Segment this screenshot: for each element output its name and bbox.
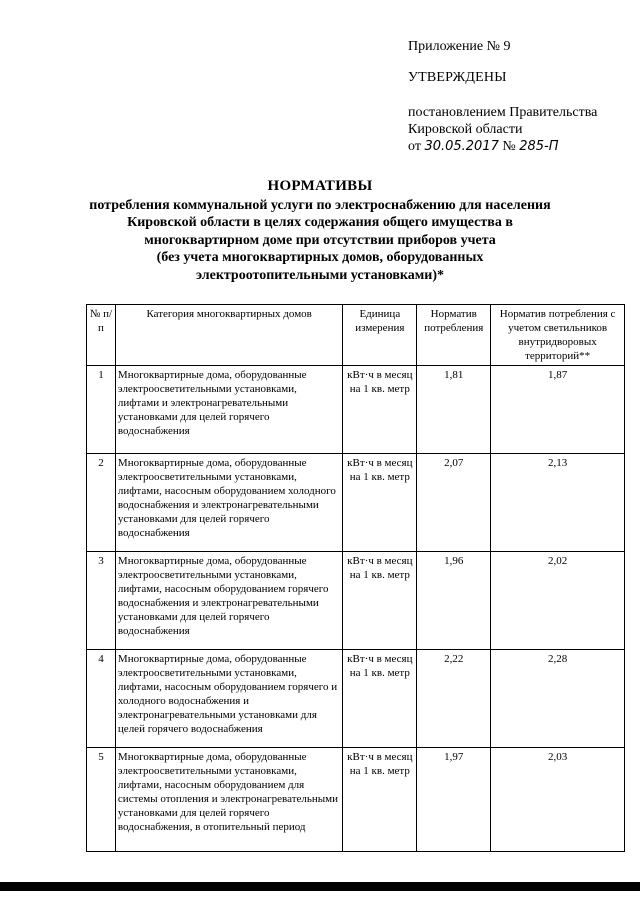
- row-category: Многоквартирные дома, оборудованные электроосветительными установками, лифтами, насосным оборудованием для системы отопления и электронагревательными установками для целей горячего водоснабжения, в отопительный период: [115, 748, 342, 852]
- appendix-number: Приложение № 9: [408, 39, 511, 54]
- row-norm: 1,81: [417, 366, 491, 454]
- row-unit: кВт·ч в месяц на 1 кв. метр: [343, 650, 417, 748]
- title-line-1: потребления коммунальной услуги по электроснабжению для населения: [89, 197, 551, 213]
- row-num: 5: [87, 748, 116, 852]
- decree-line-2: Кировской области: [408, 122, 523, 137]
- row-norm: 1,97: [417, 748, 491, 852]
- row-norm-lights: 2,28: [491, 650, 625, 748]
- row-category: Многоквартирные дома, оборудованные электроосветительными установками, лифтами, насосным оборудованием горячего и холодного водоснабжения и электронагревательными установками для целей горячего водоснабжения: [115, 650, 342, 748]
- row-category: Многоквартирные дома, оборудованные электроосветительными установками, лифтами и электронагревательными установками для целей горячего водоснабжения: [115, 366, 342, 454]
- title-line-5: электроотопительными установками)*: [195, 267, 445, 283]
- header-norm: Норматив потребления: [417, 305, 491, 366]
- table-row: [87, 366, 625, 454]
- row-unit: кВт·ч в месяц на 1 кв. метр: [343, 454, 417, 552]
- row-category: Многоквартирные дома, оборудованные электроосветительными установками, лифтами, насосным оборудованием холодного водоснабжения и электронагревательными установками для целей горячего водоснабжения: [115, 454, 342, 552]
- decree-line-1: постановлением Правительства: [408, 105, 598, 120]
- table-row: [87, 552, 625, 650]
- row-norm: 1,96: [417, 552, 491, 650]
- row-unit: кВт·ч в месяц на 1 кв. метр: [343, 366, 417, 454]
- row-unit: кВт·ч в месяц на 1 кв. метр: [343, 552, 417, 650]
- decree-number: 285-П: [519, 139, 559, 154]
- row-category: Многоквартирные дома, оборудованные электроосветительными установками, лифтами, насосным оборудованием горячего водоснабжения и электронагревательными установками для целей горячего водоснабжения: [115, 552, 342, 650]
- table-header-row: [87, 305, 625, 366]
- row-norm: 2,22: [417, 650, 491, 748]
- approval-block: [408, 38, 633, 155]
- row-norm-lights: 2,02: [491, 552, 625, 650]
- decree-from-label: от: [408, 139, 421, 154]
- header-num: № п/п: [87, 305, 116, 366]
- row-num: 3: [87, 552, 116, 650]
- header-unit: Единица измерения: [343, 305, 417, 366]
- title-heading: НОРМАТИВЫ: [267, 178, 373, 194]
- row-norm-lights: 2,13: [491, 454, 625, 552]
- row-norm-lights: 1,87: [491, 366, 625, 454]
- table-row: [87, 454, 625, 552]
- scan-bottom-bar: [0, 882, 640, 891]
- row-unit: кВт·ч в месяц на 1 кв. метр: [343, 748, 417, 852]
- header-norm-lights: Норматив потребления с учетом светильников внутридворовых территорий**: [491, 305, 625, 366]
- norms-table: [86, 304, 625, 852]
- row-num: 2: [87, 454, 116, 552]
- row-norm-lights: 2,03: [491, 748, 625, 852]
- title-line-3: многоквартирном доме при отсутствии приборов учета: [144, 232, 496, 248]
- table-row: [87, 650, 625, 748]
- row-num: 4: [87, 650, 116, 748]
- decree-number-label: №: [502, 139, 516, 154]
- row-num: 1: [87, 366, 116, 454]
- decree-date: 30.05.2017: [424, 139, 499, 154]
- approved-label: УТВЕРЖДЕНЫ: [408, 70, 507, 85]
- document-title: [80, 178, 560, 284]
- header-category: Категория многоквартирных домов: [115, 305, 342, 366]
- title-line-2: Кировской области в целях содержания общего имущества в: [127, 215, 513, 230]
- title-line-4: (без учета многоквартирных домов, оборудованных: [156, 250, 484, 265]
- row-norm: 2,07: [417, 454, 491, 552]
- decree-date-line: [408, 138, 633, 155]
- table-row: [87, 748, 625, 852]
